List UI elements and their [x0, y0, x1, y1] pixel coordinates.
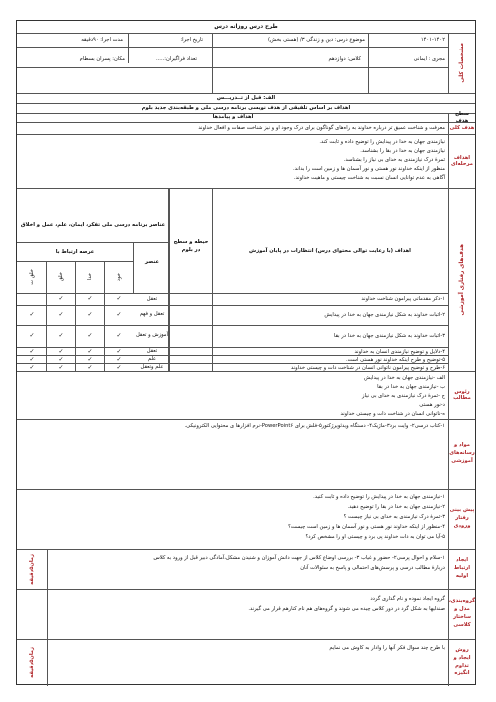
- goals-label: اهداف و پیامدها: [212, 114, 254, 121]
- general-goal-label: هدف کلی: [449, 124, 475, 131]
- initial-text-1: ۱-سلام و احوال پرسی۲- حضور و غیاب ۳- بررسی اوضاع کلاس از جهت دانش آموزان و شنیدن مشکل،آمادگی دبیر قبل از ورود به کلاس: [153, 555, 445, 561]
- general-goal-text: معرفت و شناخت عمیق تر درباره خداوند به راه‌های گوناگون برای درک وجود او و نیز شناخت صفات و افعال خداوند: [198, 125, 445, 131]
- pretest-3: ۳-ثمرهٔ درک نیازمندی به خدای بی نیاز چیست ؟: [343, 514, 445, 520]
- materials-label: مواد و رسانه‌های آموزشی: [449, 442, 475, 464]
- students-count-text: تعداد فراگیران:.....: [156, 56, 197, 62]
- heading-3: ج -ثمرهٔ درک نیازمندی به خدای بی نیاز: [362, 393, 445, 399]
- grouping-label: گروه‌بندی، مدل و ساختار کلاسی: [448, 598, 476, 628]
- check-row-3-self: ✓: [116, 332, 122, 339]
- behavioral-goals-label: هدف‌های رفتاری آموزشی: [458, 243, 465, 316]
- pretest-2: ۲-نیازمندی جهان به خدا در بقا را توضیح دهید.: [347, 504, 445, 510]
- outcome-row-4: ۴-دلایل و توضیح نیازمندی انسان به خداوند: [354, 349, 445, 355]
- intermediate-goal-5: آگاهی به عدم توانایی انسان نسبت به شناخت چیستی و ماهیت خداوند.: [293, 175, 445, 181]
- outcome-row-6: ۶-طرح و توضیح پیرامون ناتوانی انسان در شناخت ذات و چیستی خداوند: [290, 365, 445, 371]
- section-before-teaching: الف: قبل از تــدریـــس: [216, 94, 276, 101]
- place-text: مکان: پسران بسطام: [79, 56, 125, 62]
- motivation-method-text: با طرح چند سوال فکر آنها را وادار به کاوش می نمایم: [329, 645, 445, 651]
- check-row-3-people: ✓: [58, 332, 64, 339]
- check-row-6-creation: ✓: [29, 364, 35, 371]
- check-row-6-god: ✓: [87, 364, 93, 371]
- headings-label: رئوس مطالب: [453, 388, 471, 401]
- relation-col-self: خود: [115, 272, 122, 282]
- curriculum-elements-header: عناصر برنامه درسی ملی تفکر، ایمان، علم، عمل و اخلاق: [20, 221, 166, 228]
- outcomes-header: اهداف (با رعایت توالی محتوای درس) انتظارات در پایان آموزش: [249, 247, 411, 254]
- pretest-label: پیش بینی رفتار ورودی: [449, 507, 475, 529]
- check-row-2-people: ✓: [58, 311, 64, 318]
- heading-5: ه-ناتوانی انسان در شناخت ذات و چیستی خداوند: [340, 411, 445, 417]
- check-row-1-people: ✓: [58, 295, 64, 302]
- lesson-plan-sheet: [16, 20, 476, 685]
- objectives-title: اهداف بر اساس تلفیقی از هدف نویسی برنامه درسی ملی و طبقه‌بندی جدید بلوم: [141, 104, 351, 111]
- check-row-2-god: ✓: [87, 311, 93, 318]
- check-row-1-self: ✓: [116, 295, 122, 302]
- check-row-4-god: ✓: [87, 348, 93, 355]
- teacher-text: مجری : ایمانی: [413, 56, 445, 62]
- outcome-row-1: ۱-ذکر مقدماتی پیرامون شناخت خداوند: [361, 296, 445, 302]
- check-row-4-self: ✓: [116, 348, 122, 355]
- check-row-3-creation: ✓: [29, 332, 35, 339]
- check-row-3-god: ✓: [87, 332, 93, 339]
- plan-title: طرح درس روزانه درس: [214, 23, 278, 30]
- check-row-6-self: ✓: [116, 364, 122, 371]
- check-row-6-people: ✓: [58, 364, 64, 371]
- pretest-5: ۵-آیا می توان به ذات خداوند پی برد و چیستی او را مشخص کرد؟: [305, 534, 445, 540]
- bloom-row-5: علم: [147, 355, 157, 362]
- relation-col-people: خلق: [57, 272, 64, 282]
- check-row-1-god: ✓: [87, 295, 93, 302]
- intermediate-goal-3: ثمرهٔ درک نیازمندی به خدای بی نیاز را بشناسد.: [343, 157, 445, 163]
- topic-text: موضوع درس: دین و زندگی ۳/ (هستی بخش): [267, 37, 365, 43]
- check-row-2-self: ✓: [116, 311, 122, 318]
- pretest-4: ۴-منظور از اینکه خداوند نور هستی و نور آسمان ها و زمین است چیست؟: [288, 524, 445, 530]
- initial-text-2: دربارهٔ مطالب درسی و پرسش‌های احتمالی و پاسخ به سئوالات آنان: [300, 565, 445, 571]
- general-info-label: مشخصات کلی: [458, 43, 465, 83]
- materials-text: ۱-کتاب درسی۲- وایت برد۳-ماژیک۴- دستگاه ویدئوپرژکتور۵-فلش برای PowerPoint۶-نرم افزارها ی محتوایی الکترونیکی.: [184, 423, 445, 429]
- check-row-2-creation: ✓: [29, 311, 35, 318]
- intermediate-goals-label: اهداف مرحله‌ای: [451, 154, 473, 167]
- heading-2: ب -نیازمندی جهان به خدا در بقا: [377, 384, 445, 390]
- pretest-1: ۱-نیازمندی جهان به خدا در پیدایش را توضیح داده و ثابت کنید.: [313, 494, 445, 500]
- year-text: ۱۴۰۱-۱۴۰۲: [420, 37, 445, 43]
- bloom-row-1: تعقل: [146, 295, 158, 302]
- heading-1: الف -نیازمندی جهان به خدا در پیدایش: [363, 375, 445, 381]
- bloom-row-3: آموزش و تعقل: [135, 332, 169, 339]
- grade-text: کلاس: دوازدهم: [328, 56, 361, 62]
- relation-col-god: خدا: [86, 273, 93, 281]
- motivation-method-label: روش ایجاد و تداوم انگیزه: [453, 646, 471, 677]
- grouping-text-2: صندلیها به شکل گرد در دور کلاس چیده می شوند و گروه‌های هم نام کنارهم قرار می گیرند.: [248, 606, 445, 612]
- outcome-row-5: ۵-توضیح و طرح اینکه خداوند نور هستی است.: [345, 357, 445, 363]
- check-row-5-self: ✓: [116, 356, 122, 363]
- relation-col-creation: خلق ت: [28, 269, 35, 285]
- method-time-label: زمان۵دقیقه: [28, 647, 35, 678]
- intermediate-goal-2: نیازمندی جهان به خدا در بقا را بشناسد.: [360, 148, 445, 154]
- bloom-header: حیطه و سطح در بلوم: [173, 238, 209, 253]
- intermediate-goal-4: منظور از اینکه خداوند نور هستی و نور آسمان ها و زمین است را بداند.: [292, 166, 445, 172]
- outcome-row-3: ۳-اثبات خداوند به شکل نیازمندی جهان به خدا در بقا: [333, 333, 445, 339]
- check-row-5-people: ✓: [58, 356, 64, 363]
- check-row-5-creation: ✓: [29, 356, 35, 363]
- relation-label: عرصه ارتباط با: [55, 248, 95, 255]
- initial-connection-label: ایجاد ارتباط اولیه: [453, 557, 471, 579]
- intermediate-goal-1: نیازمندی جهان به خدا در پیدایش را توضیح داده و ثابت کند.: [319, 139, 445, 145]
- heading-4: د-نور هستی: [419, 402, 445, 408]
- element-label: عنصر: [145, 258, 159, 265]
- check-row-4-creation: ✓: [29, 348, 35, 355]
- initial-time-label: زمان۵دقیقه: [28, 553, 35, 585]
- date-text: تاریخ اجرا:: [180, 37, 203, 43]
- duration-text: مدت اجرا: ۹۰دقیقه: [81, 37, 123, 43]
- check-row-5-god: ✓: [87, 356, 93, 363]
- check-row-4-people: ✓: [58, 348, 64, 355]
- outcome-row-2: ۲-اثبات خداوند به شکل نیازمندی جهان به خدا در پیدایش: [324, 312, 445, 318]
- bloom-row-6: علم وتعقل: [140, 363, 164, 370]
- grouping-text-1: گروه ایجاد نموده و نام گذاری گردد: [370, 596, 445, 602]
- goal-level-label: سطح هدف: [455, 111, 469, 124]
- bloom-row-4: تعقل: [146, 347, 158, 354]
- bloom-row-2: تعقل و فهم: [139, 311, 165, 318]
